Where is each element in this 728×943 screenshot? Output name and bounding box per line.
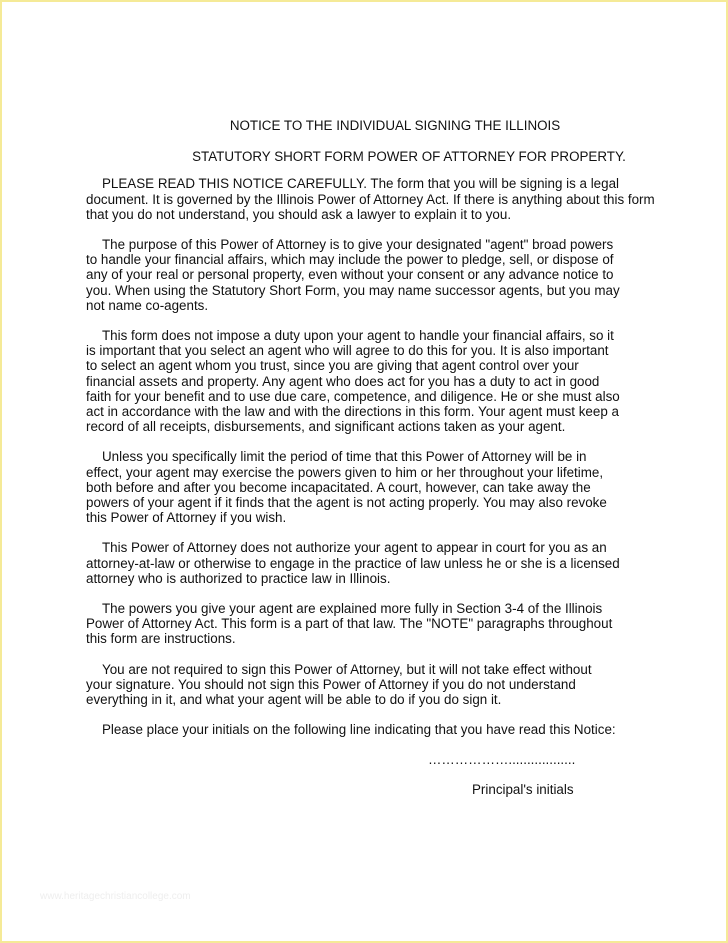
initials-instruction: Please place your initials on the following line indicating that you have read this Notice: xyxy=(102,722,616,738)
initials-signature-line[interactable]: ……………….................. xyxy=(428,752,576,767)
paragraph-court: This Power of Attorney does not authorize your agent to appear in court for you as an attorney-at-law or otherwise to engage in the practice of law unless he or she is a licensed attorney who is authorized to practice law in Illinois. xyxy=(86,540,620,586)
paragraph-section-3-4: The powers you give your agent are explained more fully in Section 3-4 of the Illinois Power of Attorney Act. This form is a part of that law. The "NOTE" paragraphs throughout this form are instructions. xyxy=(86,601,613,647)
paragraph-read-carefully: PLEASE READ THIS NOTICE CAREFULLY. The form that you will be signing is a legal document. It is governed by the Illinois Power of Attorney Act. If there is anything about this form that you do not understand, you should ask a lawyer to explain it to you. xyxy=(86,176,655,222)
paragraph-duty: This form does not impose a duty upon your agent to handle your financial affairs, so it is important that you select an agent who will agree to do this for you. It is also important to select an agent whom you trust, since you are giving that agent control over your financial assets and property. Any agent who does act for you has a duty to act in good faith for your benefit and to use due care, competence, and diligence. He or she must also act in accordance with the law and with the directions in this form. Your agent must keep a record of all receipts, disbursements, and significant actions taken as your agent. xyxy=(86,328,620,435)
paragraph-purpose: The purpose of this Power of Attorney is to give your designated "agent" broad powers to handle your financial affairs, which may include the power to pledge, sell, or dispose of any of your real or personal property, even without your consent or any advance notice to you. When using the Statutory Short Form, you may name successor agents, but you may not name co-agents. xyxy=(86,237,620,313)
notice-title-line1: NOTICE TO THE INDIVIDUAL SIGNING THE ILLINOIS xyxy=(229,118,561,133)
notice-title-line2: STATUTORY SHORT FORM POWER OF ATTORNEY FOR PROPERTY. xyxy=(192,149,626,165)
paragraph-duration: Unless you specifically limit the period of time that this Power of Attorney will be in effect, your agent may exercise the powers given to him or her throughout your lifetime, both before and after you become incapacitated. A court, however, can take away the powers of your agent if it finds that the agent is not acting properly. You may also revoke this Power of Attorney if you wish. xyxy=(86,449,607,526)
paragraph-not-required: You are not required to sign this Power of Attorney, but it will not take effect without your signature. You should not sign this Power of Attorney if you do not understand everything in it, and what your agent will be able to do if you do sign it. xyxy=(86,661,592,708)
notice-document xyxy=(86,118,694,738)
principal-initials-label: Principal's initials xyxy=(472,782,574,797)
watermark-text: www.heritagechristiancollege.com xyxy=(40,891,191,902)
